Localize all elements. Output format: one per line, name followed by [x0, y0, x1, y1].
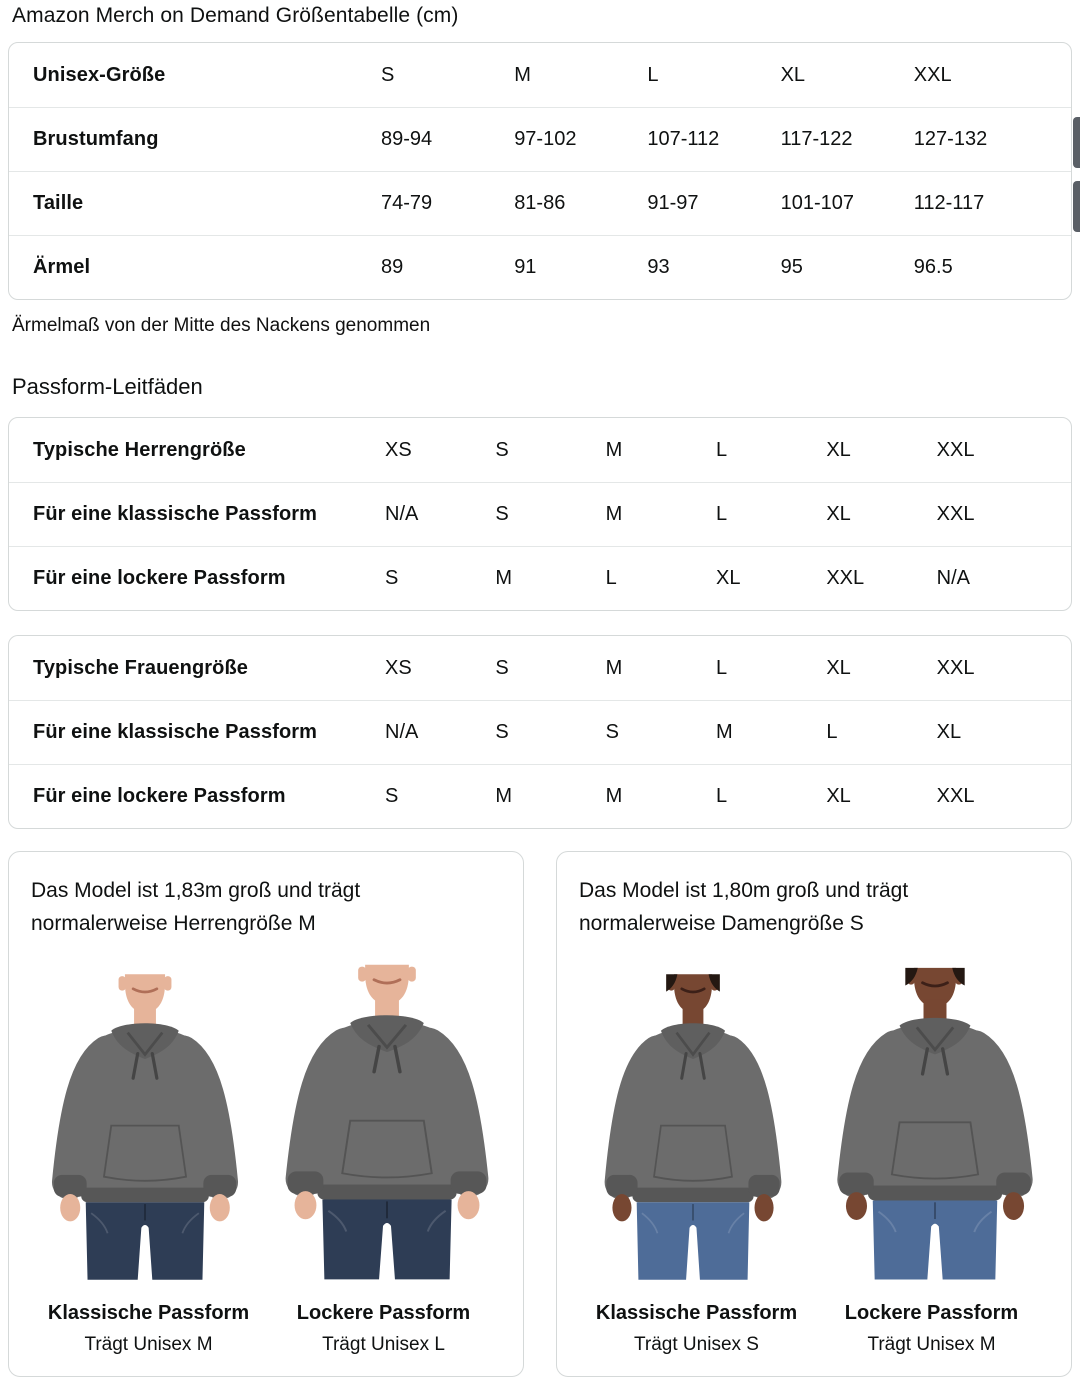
table-row: [9, 546, 1071, 610]
fit-cell: L: [826, 721, 838, 743]
fit-label: Klassische Passform: [595, 1302, 798, 1324]
sleeve-measure-note: Ärmelmaß von der Mitte des Nackens genommen: [12, 315, 431, 336]
row-label: Taille: [33, 192, 84, 214]
row-label: Für eine lockere Passform: [33, 567, 286, 589]
model-card-women: [556, 851, 1072, 1377]
fit-cell: N/A: [385, 721, 419, 743]
fit-cell: M: [716, 721, 733, 743]
fit-cell: S: [495, 721, 509, 743]
table-row: [9, 700, 1071, 764]
table-row: [9, 636, 1071, 700]
card-description: Das Model ist 1,83m groß und trägt normalerweise Herrengröße M: [31, 879, 361, 935]
hoodie-model-illustration: [263, 952, 512, 1292]
measure-cell: 107-112: [647, 128, 720, 150]
hoodie-model-illustration: [31, 962, 259, 1292]
fit-cell: S: [495, 503, 509, 525]
fit-section-title: Passform-Leitfäden: [12, 374, 203, 399]
fit-cell: XXL: [936, 503, 975, 525]
size-cell: XL: [780, 63, 806, 86]
figure-caption: [579, 1302, 814, 1356]
hoodie-model-illustration: [815, 955, 1054, 1292]
fit-table-women: [8, 635, 1072, 829]
measure-cell: 91-97: [647, 192, 699, 214]
model-card-men: [8, 851, 524, 1377]
fit-cell: XXL: [936, 438, 975, 461]
row-label: Typische Frauengröße: [33, 656, 249, 679]
model-photo-classic-fit: [579, 962, 807, 1292]
measure-cell: 89-94: [381, 128, 433, 150]
table-row: [9, 482, 1071, 546]
fit-cell: XL: [826, 785, 851, 807]
measure-cell: 112-117: [913, 192, 985, 214]
fit-cell: XXL: [826, 567, 865, 589]
fit-cell: M: [605, 656, 623, 679]
row-label: Für eine klassische Passform: [33, 721, 318, 743]
fit-cell: S: [605, 721, 619, 743]
fit-label: Lockere Passform: [296, 1302, 471, 1324]
fit-cell: XL: [716, 567, 741, 589]
measure-cell: 89: [381, 256, 404, 278]
fit-cell: XL: [936, 721, 962, 743]
card-description: Das Model ist 1,80m groß und trägt normalerweise Damengröße S: [579, 879, 909, 935]
table-row: [9, 43, 1071, 107]
row-label: Ärmel: [33, 256, 91, 278]
size-label: Trägt Unisex L: [322, 1334, 445, 1355]
fit-cell: XL: [826, 656, 851, 679]
fit-cell: S: [385, 567, 399, 589]
fit-cell: N/A: [385, 503, 419, 525]
size-cell: S: [381, 63, 395, 86]
fit-label: Lockere Passform: [844, 1302, 1019, 1324]
fit-cell: XS: [385, 656, 412, 679]
fit-cell: S: [385, 785, 399, 807]
measure-cell: 95: [780, 256, 803, 278]
measure-cell: 74-79: [381, 192, 433, 214]
fit-cell: S: [495, 656, 509, 679]
fit-cell: M: [495, 567, 512, 589]
row-label: Brustumfang: [33, 128, 159, 150]
row-label: Unisex-Größe: [33, 63, 166, 86]
measure-cell: 91: [514, 256, 537, 278]
row-label: Für eine lockere Passform: [33, 785, 286, 807]
fit-cell: XXL: [936, 656, 975, 679]
scrollbar-thumb[interactable]: [1073, 181, 1080, 232]
measure-cell: 96.5: [913, 256, 953, 278]
size-label: Trägt Unisex M: [84, 1334, 213, 1355]
fit-cell: L: [716, 503, 728, 525]
measure-cell: 127-132: [913, 128, 988, 150]
size-cell: L: [647, 63, 659, 86]
measure-cell: 97-102: [514, 128, 577, 150]
model-photo-loose-fit: [821, 962, 1049, 1292]
measure-cell: 81-86: [514, 192, 566, 214]
fit-cell: S: [495, 438, 509, 461]
fit-cell: M: [605, 503, 623, 525]
fit-cell: XS: [385, 438, 412, 461]
table-row: [9, 107, 1071, 171]
figure-caption: [31, 1302, 266, 1356]
table-row: [9, 764, 1071, 828]
figure-caption: [266, 1302, 501, 1356]
size-table: [8, 42, 1072, 300]
fit-cell: M: [495, 785, 512, 807]
table-row: [9, 171, 1071, 235]
fit-label: Klassische Passform: [47, 1302, 250, 1324]
fit-cell: N/A: [936, 567, 970, 589]
fit-table-men: [8, 417, 1072, 611]
table-row: [9, 418, 1071, 482]
fit-cell: L: [716, 438, 728, 461]
hoodie-model-illustration: [585, 962, 802, 1292]
fit-cell: L: [716, 656, 728, 679]
size-label: Trägt Unisex S: [634, 1334, 759, 1355]
fit-cell: M: [605, 785, 623, 807]
fit-cell: M: [605, 438, 623, 461]
size-cell: XXL: [913, 63, 952, 86]
row-label: Typische Herrengröße: [33, 438, 246, 461]
figure-caption: [814, 1302, 1049, 1356]
table-row: [9, 235, 1071, 299]
model-photo-classic-fit: [31, 962, 259, 1292]
size-cell: M: [514, 63, 531, 86]
fit-cell: XL: [826, 438, 851, 461]
scrollbar-thumb[interactable]: [1073, 117, 1080, 168]
fit-cell: L: [716, 785, 728, 807]
size-label: Trägt Unisex M: [867, 1334, 996, 1355]
row-label: Für eine klassische Passform: [33, 503, 318, 525]
measure-cell: 93: [647, 256, 670, 278]
model-photo-loose-fit: [273, 962, 501, 1292]
page-title: Amazon Merch on Demand Größentabelle (cm): [12, 4, 459, 27]
measure-cell: 117-122: [780, 128, 853, 150]
fit-cell: XL: [826, 503, 851, 525]
measure-cell: 101-107: [780, 192, 854, 214]
fit-cell: L: [605, 567, 617, 589]
fit-cell: XXL: [936, 785, 975, 807]
